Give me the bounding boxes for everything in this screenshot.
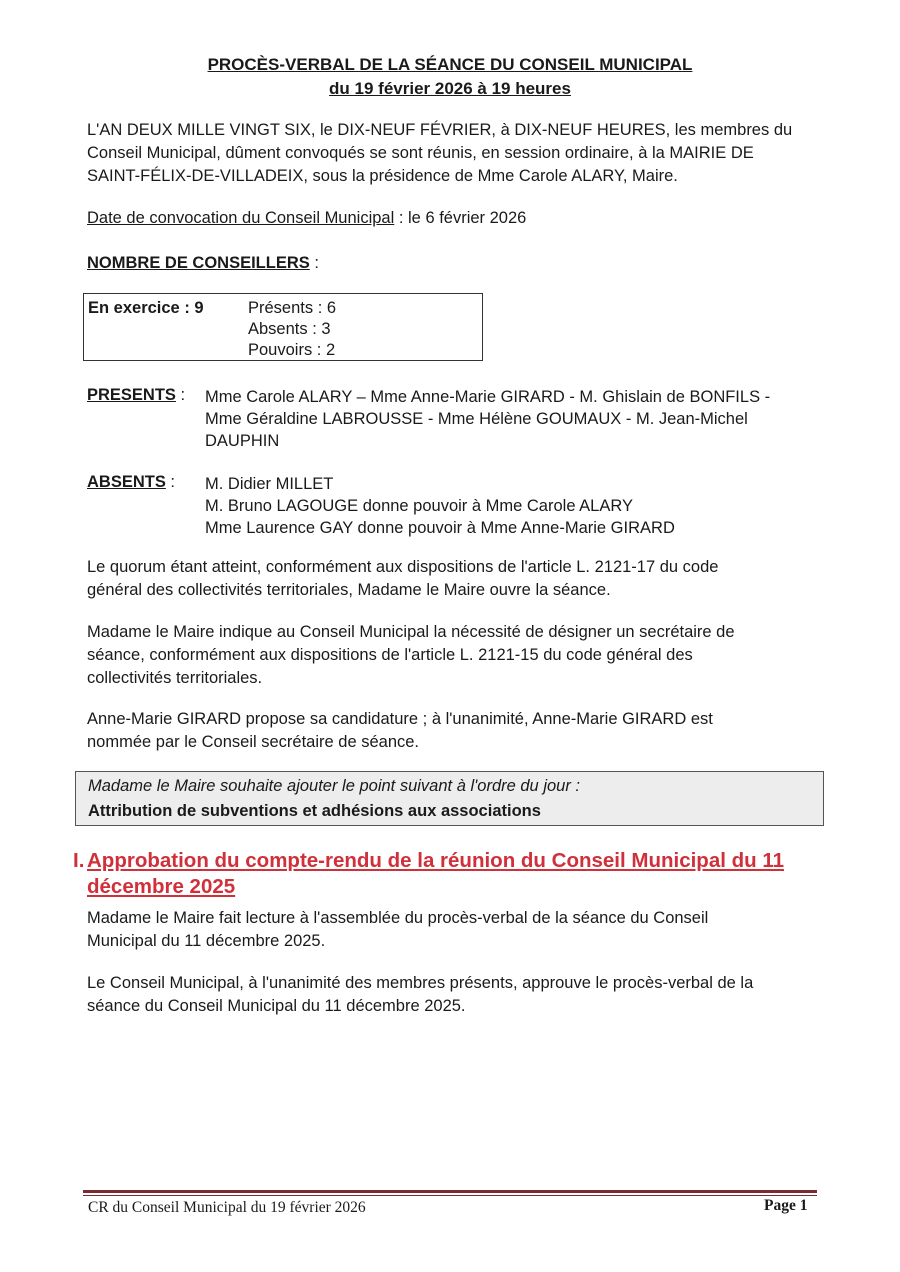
footer-rule [83, 1190, 817, 1193]
page-number: Page 1 [764, 1197, 808, 1214]
absents-label-text: ABSENTS [87, 473, 166, 491]
presents-line: DAUPHIN [205, 432, 280, 450]
quorum-line: général des collectivités territoriales, Madame le Maire ouvre la séance. [87, 581, 611, 599]
presents-list [205, 386, 817, 452]
section-title-line: Approbation du compte-rendu de la réunion du Conseil Municipal du 11 [87, 849, 785, 872]
candidature-line: nommée par le Conseil secrétaire de séance. [87, 733, 420, 751]
absents-line: M. Didier MILLET [205, 475, 334, 493]
intro-line: Conseil Municipal, dûment convoqués se sont réunis, en session ordinaire, à la MAIRIE DE [87, 144, 754, 162]
absents-line: Mme Laurence GAY donne pouvoir à Mme Anne-Marie GIRARD [205, 519, 675, 537]
section-p1-line: Madame le Maire fait lecture à l'assemblée du procès-verbal de la séance du Conseil [87, 909, 709, 927]
notice-item: Attribution de subventions et adhésions aux associations [88, 802, 541, 820]
secretary-paragraph [87, 621, 817, 690]
presents-line: Mme Géraldine LABROUSSE - Mme Hélène GOUMAUX - M. Jean-Michel [205, 410, 748, 428]
secretary-line: collectivités territoriales. [87, 669, 263, 687]
convocation-label: Date de convocation du Conseil Municipal [87, 209, 395, 227]
section-title [87, 848, 827, 900]
presents-label [87, 386, 185, 405]
quorum-paragraph [87, 556, 817, 602]
counts-heading-label: NOMBRE DE CONSEILLERS [87, 254, 310, 272]
absents-line: M. Bruno LAGOUGE donne pouvoir à Mme Carole ALARY [205, 497, 633, 515]
section-p2-line: Le Conseil Municipal, à l'unanimité des membres présents, approuve le procès-verbal de la [87, 974, 754, 992]
secretary-line: Madame le Maire indique au Conseil Municipal la nécessité de désigner un secrétaire de [87, 623, 735, 641]
presents-label-text: PRESENTS [87, 386, 176, 404]
section-title-line: décembre 2025 [87, 875, 236, 898]
presents-label-sep: : [175, 386, 186, 404]
in-office-count: En exercice : 9 [88, 299, 204, 317]
proxy-count: Pouvoirs : 2 [248, 341, 336, 359]
convocation-value: : le 6 février 2026 [394, 209, 527, 227]
absents-label-sep: : [165, 473, 176, 491]
candidature-line: Anne-Marie GIRARD propose sa candidature ; à l'unanimité, Anne-Marie GIRARD est [87, 710, 713, 728]
counts-box [83, 293, 483, 361]
secretary-line: séance, conformément aux dispositions de l'article L. 2121-15 du code général des [87, 646, 693, 664]
counts-heading [87, 252, 817, 275]
section-paragraph-1 [87, 907, 817, 953]
intro-line: SAINT-FÉLIX-DE-VILLADEIX, sous la présidence de Mme Carole ALARY, Maire. [87, 167, 678, 185]
counts-heading-suffix: : [309, 254, 319, 272]
intro-paragraph [87, 119, 817, 188]
presents-line: Mme Carole ALARY – Mme Anne-Marie GIRARD - M. Ghislain de BONFILS - [205, 388, 771, 406]
intro-line: L'AN DEUX MILLE VINGT SIX, le DIX-NEUF FÉVRIER, à DIX-NEUF HEURES, les membres du [87, 121, 793, 139]
footer-rule-thin [83, 1195, 817, 1196]
candidature-paragraph [87, 708, 817, 754]
section-p1-line: Municipal du 11 décembre 2025. [87, 932, 326, 950]
document-title-line2: du 19 février 2026 à 19 heures [329, 79, 571, 98]
section-paragraph-2 [87, 972, 817, 1018]
agenda-addition-notice [75, 771, 824, 826]
document-title-line1: PROCÈS-VERBAL DE LA SÉANCE DU CONSEIL MUNICIPAL [207, 55, 693, 74]
absents-list [205, 473, 817, 539]
section-number: I. [73, 849, 85, 872]
absents-label [87, 473, 175, 492]
absent-count: Absents : 3 [248, 320, 331, 338]
convocation-date [87, 207, 817, 230]
present-count: Présents : 6 [248, 299, 337, 317]
footer-title: CR du Conseil Municipal du 19 février 2026 [88, 1199, 366, 1216]
notice-intro: Madame le Maire souhaite ajouter le point suivant à l'ordre du jour : [88, 777, 581, 795]
quorum-line: Le quorum étant atteint, conformément aux dispositions de l'article L. 2121-17 du code [87, 558, 719, 576]
section-p2-line: séance du Conseil Municipal du 11 décembre 2025. [87, 997, 466, 1015]
